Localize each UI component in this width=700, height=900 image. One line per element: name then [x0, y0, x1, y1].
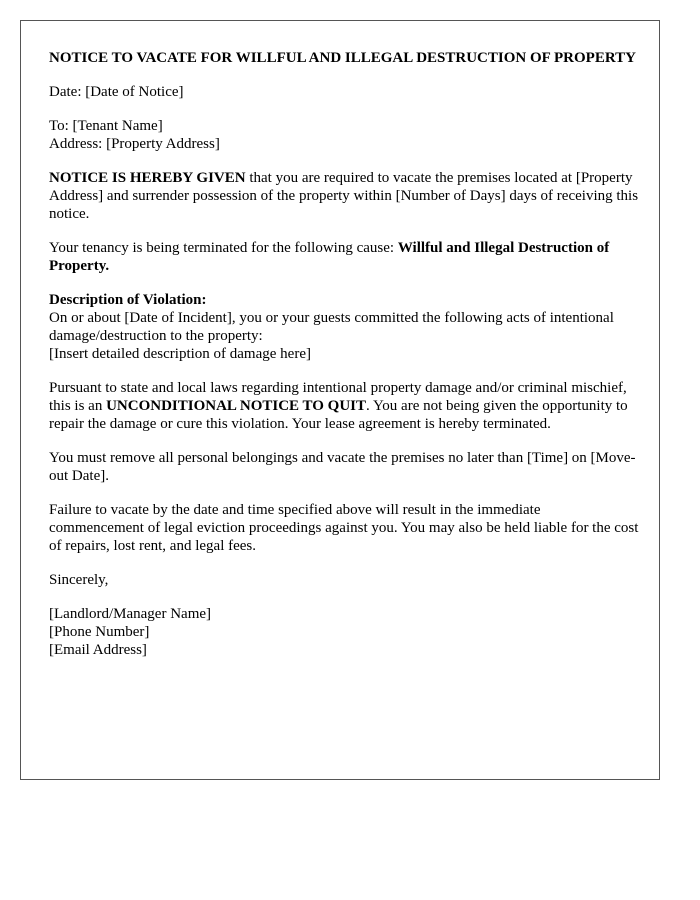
signature-phone: [Phone Number]: [49, 624, 150, 640]
failure-paragraph: Failure to vacate by the date and time specified above will result in the immediate commencement of legal eviction proceedings against you. You may also be held liable for the cost of repairs, lost rent, and legal fees.: [49, 502, 639, 554]
termination-cause-paragraph: [49, 239, 639, 275]
signature-email: [Email Address]: [49, 642, 147, 658]
unconditional-post: . You are not being given the opportunity to repair the damage or cure this violation. Your lease agreement is hereby terminated.: [49, 398, 628, 432]
notice-paragraph: [49, 169, 639, 223]
recipient-block: [49, 117, 639, 153]
notice-page: [20, 20, 660, 780]
unconditional-pre: Pursuant to state and local laws regarding intentional property damage and/or criminal mischief, this is an: [49, 380, 627, 414]
notice-given-bold: NOTICE IS HEREBY GIVEN: [49, 170, 246, 186]
notice-title: NOTICE TO VACATE FOR WILLFUL AND ILLEGAL DESTRUCTION OF PROPERTY: [49, 50, 636, 66]
date-line: Date: [Date of Notice]: [49, 84, 184, 100]
signature-name: [Landlord/Manager Name]: [49, 606, 212, 622]
notice-given-text: that you are required to vacate the premises located at [Property Address] and surrender possession of the property within [Number of Days] days of receiving this notice.: [49, 170, 639, 222]
termination-cause-bold: Willful and Illegal Destruction of Property.: [49, 240, 610, 274]
closing: Sincerely,: [49, 572, 109, 588]
violation-section: [49, 291, 639, 363]
violation-text: On or about [Date of Incident], you or your guests committed the following acts of intentional damage/destruction to the property:: [49, 310, 614, 344]
notice-body: [49, 49, 639, 675]
to-line: To: [Tenant Name]: [49, 118, 163, 134]
unconditional-bold: UNCONDITIONAL NOTICE TO QUIT: [106, 398, 367, 414]
move-out-paragraph: You must remove all personal belongings and vacate the premises no later than [Time] on [Move-out Date].: [49, 450, 636, 484]
signature-block: [49, 605, 639, 659]
termination-cause-text: Your tenancy is being terminated for the following cause:: [49, 240, 398, 256]
violation-placeholder: [Insert detailed description of damage here]: [49, 346, 311, 362]
unconditional-paragraph: [49, 379, 639, 433]
violation-heading: Description of Violation:: [49, 292, 207, 308]
address-line: Address: [Property Address]: [49, 136, 220, 152]
